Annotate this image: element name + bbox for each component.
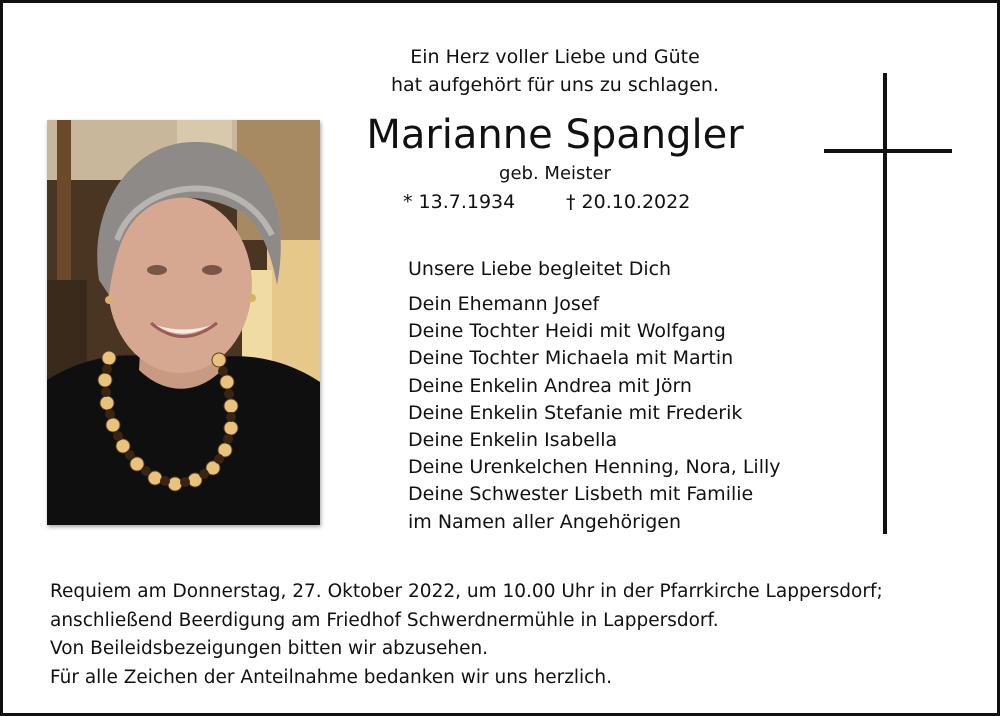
footer-line-2: anschließend Beerdigung am Friedhof Schwerdnermühle in Lappersdorf. xyxy=(50,609,719,631)
mourner-item: Deine Enkelin Andrea mit Jörn xyxy=(408,374,692,397)
mourner-item: Deine Tochter Michaela mit Martin xyxy=(408,347,734,370)
maiden-name: geb. Meister xyxy=(499,163,611,184)
service-information xyxy=(50,578,980,692)
birth-date: * 13.7.1934 xyxy=(403,191,516,213)
cross-horizontal-bar xyxy=(824,149,952,153)
footer-line-3: Von Beileidsbezeigungen bitten wir abzusehen. xyxy=(50,638,489,659)
portrait-photo xyxy=(47,120,320,525)
mourner-item: Dein Ehemann Josef xyxy=(408,293,600,315)
intro-line-2: hat aufgehört für uns zu schlagen. xyxy=(390,74,720,96)
mourner-item: Deine Tochter Heidi mit Wolfgang xyxy=(408,320,726,343)
intro-line-1: Ein Herz voller Liebe und Güte xyxy=(410,46,700,68)
footer-line-4: Für alle Zeichen der Anteilnahme bedanken wir uns herzlich. xyxy=(50,666,612,688)
mourner-item: Deine Schwester Lisbeth mit Familie xyxy=(408,483,754,506)
death-date: † 20.10.2022 xyxy=(566,191,691,213)
deceased-name: Marianne Spangler xyxy=(366,112,744,158)
intro-verse xyxy=(325,43,785,99)
mourner-item: Deine Enkelin Isabella xyxy=(408,429,618,452)
cross-vertical-bar xyxy=(883,73,887,534)
mourner-item: Deine Enkelin Stefanie mit Frederik xyxy=(408,401,743,424)
mourners-list xyxy=(408,291,781,536)
mourner-item: im Namen aller Angehörigen xyxy=(408,510,682,533)
footer-line-1: Requiem am Donnerstag, 27. Oktober 2022, um 10.00 Uhr in der Pfarrkirche Lappersdorf; xyxy=(50,581,883,602)
motto: Unsere Liebe begleitet Dich xyxy=(408,258,672,280)
mourner-item: Deine Urenkelchen Henning, Nora, Lilly xyxy=(408,456,781,479)
